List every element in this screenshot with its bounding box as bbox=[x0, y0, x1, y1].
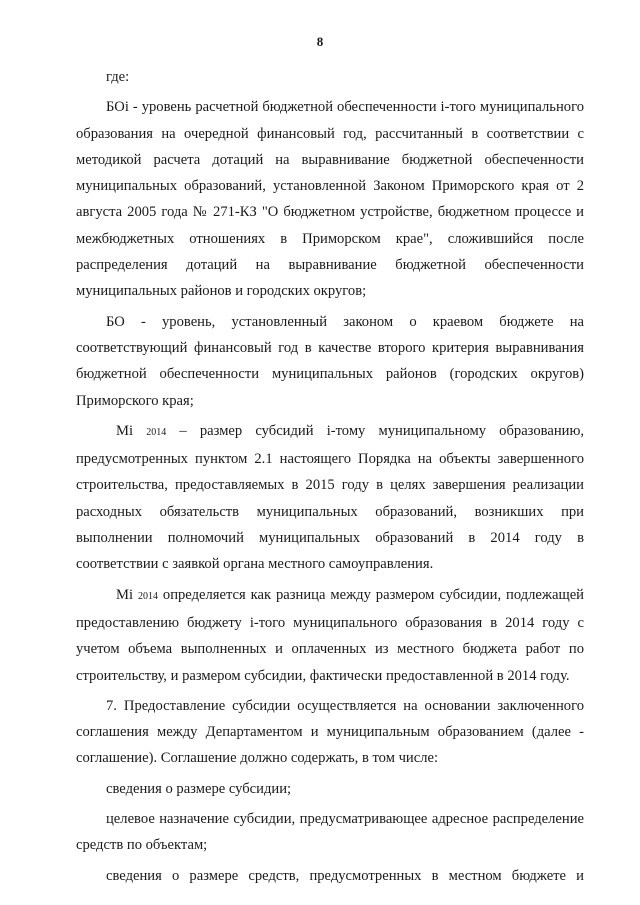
variable-mi-subscript: 2014 bbox=[146, 426, 167, 438]
paragraph-boi bbox=[76, 94, 584, 304]
paragraph-boi-text: - уровень расчетной бюджетной обеспеченности i-того муниципального образования на очередной финансовый год, рассчитанный в соответствии с методикой расчета дотаций на выравнивание бюджетной обеспеченности муниципальных образований, установленной Законом Приморского края от 2 августа 2005 года № 271-КЗ "О бюджетном устройстве, бюджетном процессе и межбюджетных отношениях в Приморском крае", сложившийся после распределения дотаций на выравнивание бюджетной обеспеченности муниципальных районов и городских округов; bbox=[76, 99, 584, 300]
document-body bbox=[76, 64, 584, 893]
list-item-target-purpose: целевое назначение субсидии, предусматривающее адресное распределение средств по объектам; bbox=[76, 811, 584, 854]
paragraph-where: где: bbox=[106, 69, 130, 85]
variable-boi: БОi bbox=[106, 99, 129, 116]
variable-mi-2: Mi bbox=[116, 586, 134, 603]
variable-bo: БО bbox=[106, 313, 125, 330]
paragraph-mi bbox=[76, 418, 584, 578]
variable-mi-2-subscript: 2014 bbox=[137, 590, 158, 602]
list-item-local-budget-funds: сведения о размере средств, предусмотренных в местном бюджете и bbox=[106, 867, 584, 884]
paragraph-item-7: 7. Предоставление субсидии осуществляется на основании заключенного соглашения между Департаментом и муниципальным образованием (далее - соглашение). Соглашение должно содержать, в том числе: bbox=[76, 697, 584, 767]
paragraph-bo-text: - уровень, установленный законом о краевом бюджете на соответствующий финансовый год в качестве второго критерия выравнивания бюджетной обеспеченности муниципальных районов (городских округов) Приморского края; bbox=[76, 313, 584, 409]
paragraph-mi-definition-text: определяется как разница между размером субсидии, подлежащей предоставлению бюджету i-того муниципального образования в 2014 году с учетом объема выполненных и оплаченных из местного бюджета работ по строительству, и размером субсидии, фактически предоставленной в 2014 году. bbox=[76, 586, 584, 684]
paragraph-bo bbox=[76, 309, 584, 414]
list-item-subsidy-size: сведения о размере субсидии; bbox=[106, 780, 292, 797]
paragraph-mi-text: – размер субсидий i-тому муниципальному образованию, предусмотренных пунктом 2.1 настоящего Порядка на объекты завершенного строительства, предоставляемых в 2015 году в целях завершения реализации расходных обязательств муниципальных образований, возникших при выполнении полномочий муниципальных образований в 2014 году в соответствии с заявкой органа местного самоуправления. bbox=[76, 422, 584, 573]
page-number: 8 bbox=[316, 34, 324, 49]
paragraph-mi-definition bbox=[76, 582, 584, 689]
variable-mi: Mi bbox=[116, 422, 134, 439]
